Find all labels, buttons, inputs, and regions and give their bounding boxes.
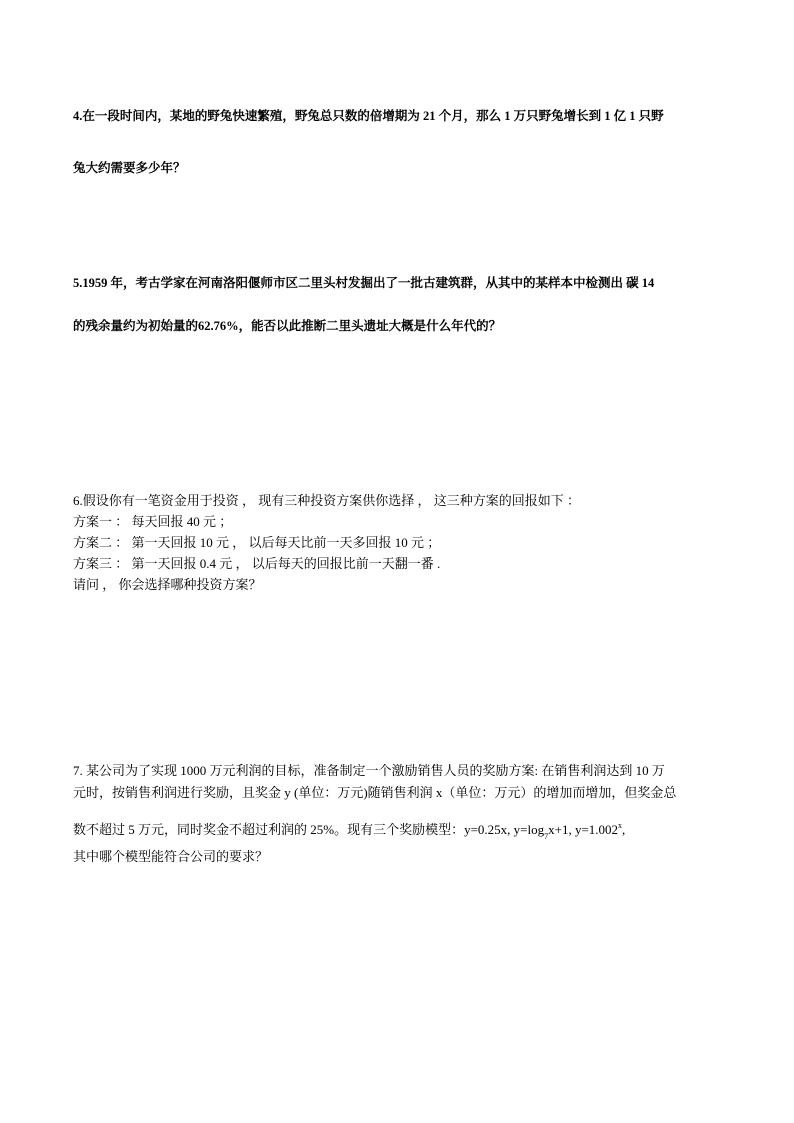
q6-intro: 6.假设你有一笔资金用于投资 ， 现有三种投资方案供你选择 ， 这三种方案的回报如下 ： <box>73 493 581 508</box>
q7-line-3-text: 数不超过 5 万元，同时奖金不超过利润的 25%。现有三个奖励模型：y=0.25x, y=log <box>73 822 545 837</box>
q7-line-3-mid: x+1, y=1.002 <box>548 822 619 837</box>
q7-line-4: 其中哪个模型能符合公司的要求？ <box>73 849 269 864</box>
q6-plan-3: 方案三 ： 第一天回报 0.4 元 ， 以后每天的回报比前一天翻一番 . <box>73 556 441 571</box>
q4-line-1: 4.在一段时间内，某地的野兔快速繁殖，野兔总只数的倍增期为 21 个月，那么 1 万只野兔增长到 1 亿 1 只野 <box>73 109 664 123</box>
exponent: x <box>618 821 623 830</box>
q7-line-3-end: , <box>622 822 626 837</box>
q7-line-3 <box>73 822 754 840</box>
q5-line-1: 5.1959 年，考古学家在河南洛阳偃师市区二里头村发掘出了一批古建筑群，从其中的某样本中检测出 碳 14 <box>73 276 655 290</box>
q5-line-2: 的残余量约为初始量的62.76%，能否以此推断二里头遗址大概是什么年代的？ <box>73 319 502 333</box>
log-base: 7 <box>544 832 549 841</box>
q7-line-1: 7. 某公司为了实现 1000 万元利润的目标，准备制定一个激励销售人员的奖励方案: 在销售利润达到 10 万 <box>73 763 665 778</box>
q6-question: 请问 ， 你会选择哪种投资方案？ <box>73 577 262 592</box>
q7-line-2: 元时，按销售利润进行奖励，且奖金 y (单位：万元)随销售利润 x（单位：万元）的增加而增加，但奖金总 <box>73 785 677 800</box>
q6-plan-2: 方案二 ： 第一天回报 10 元 ， 以后每天比前一天多回报 10 元 ； <box>73 535 441 550</box>
q6-plan-1: 方案一 ： 每天回报 40 元 ； <box>73 514 233 529</box>
q4-line-2: 兔大约需要多少年？ <box>73 161 186 175</box>
